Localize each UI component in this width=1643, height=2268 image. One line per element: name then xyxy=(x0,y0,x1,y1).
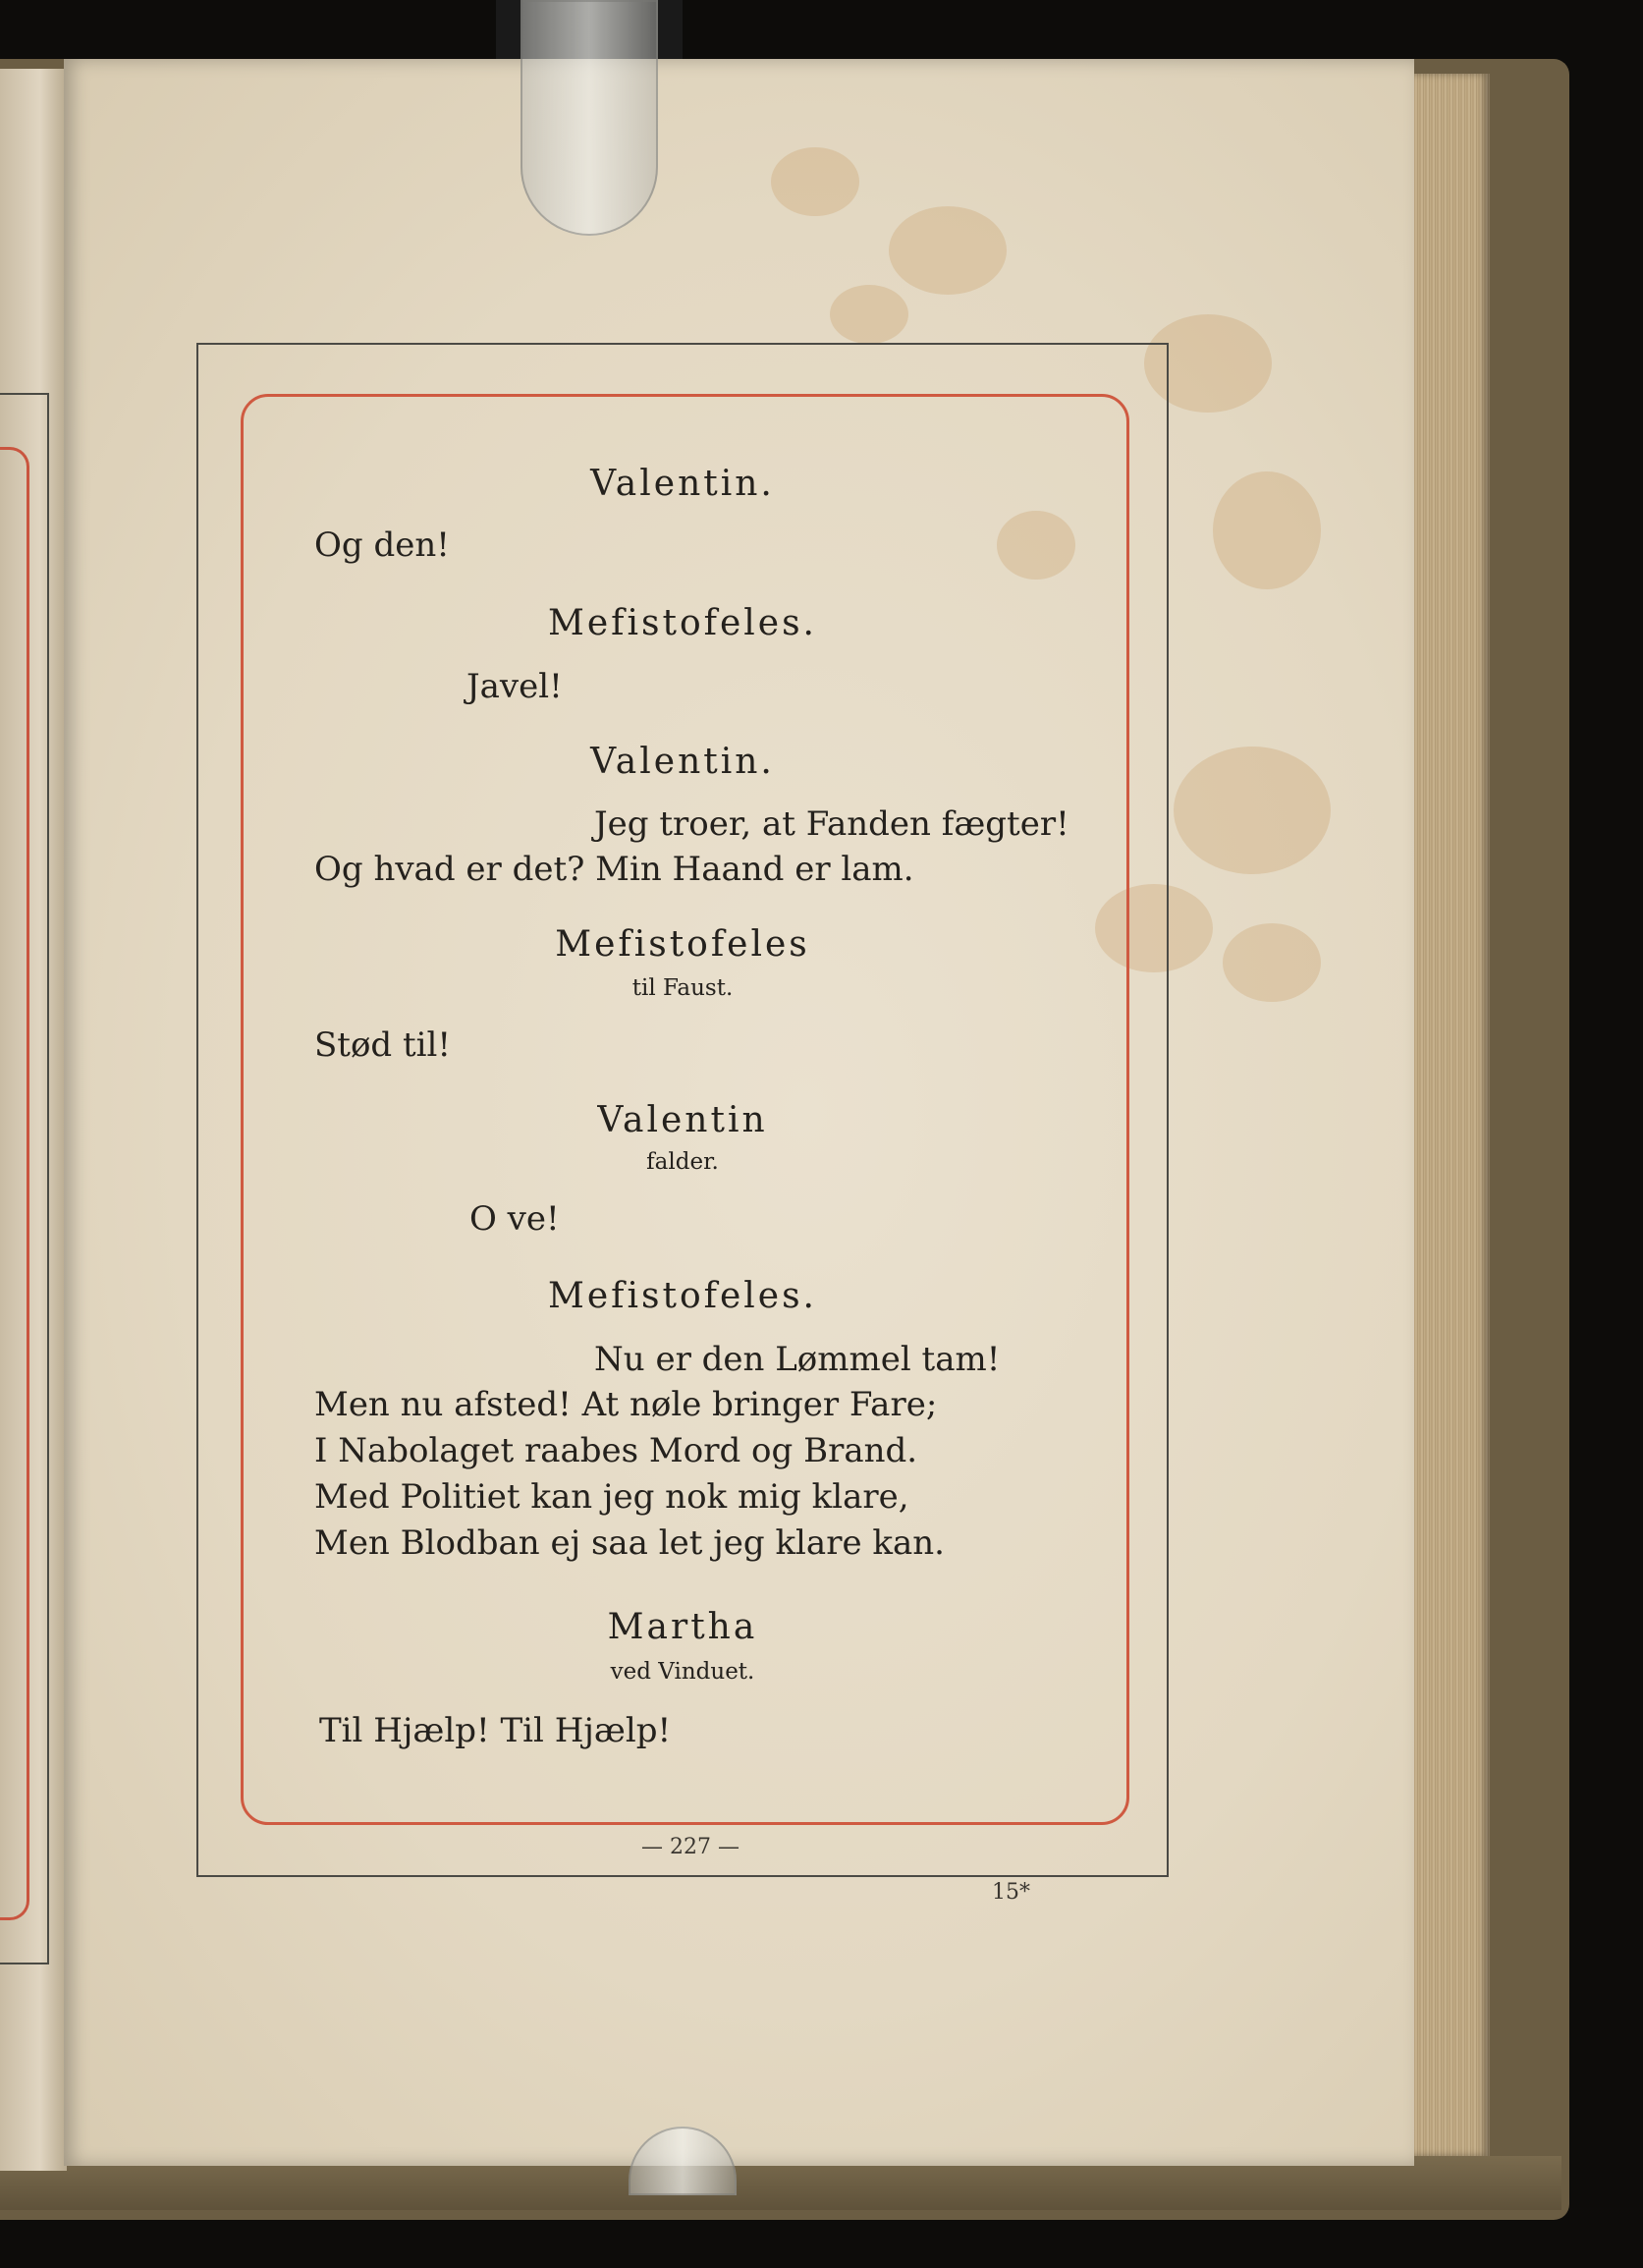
stage-direction: falder. xyxy=(646,1149,719,1175)
left-page-edge xyxy=(0,69,67,2171)
verse-line: Nu er den Lømmel tam! xyxy=(594,1340,1001,1379)
foxing-spot xyxy=(889,206,1007,295)
left-page-red-frame xyxy=(0,447,29,1920)
verse-line: Men nu afsted! At nøle bringer Fare; xyxy=(314,1385,938,1424)
verse-line: Men Blodban ej saa let jeg klare kan. xyxy=(314,1523,945,1563)
verse-line: Med Politiet kan jeg nok mig klare, xyxy=(314,1477,909,1517)
foxing-spot xyxy=(830,285,908,344)
page-number: — 227 — xyxy=(641,1835,739,1859)
foxing-spot xyxy=(1174,747,1331,874)
verse-line: Jeg troer, at Fanden fægter! xyxy=(594,804,1069,844)
verse-line: Javel! xyxy=(466,667,563,706)
speaker-name: Valentin. xyxy=(590,464,775,504)
signature-mark: 15* xyxy=(992,1880,1030,1905)
foxing-spot xyxy=(1223,923,1321,1002)
foxing-spot xyxy=(1213,471,1321,589)
speaker-name: Mefistofeles. xyxy=(548,1276,817,1316)
verse-line: Til Hjælp! Til Hjælp! xyxy=(319,1711,672,1750)
speaker-name: Valentin. xyxy=(590,742,775,782)
speaker-name: Mefistofeles xyxy=(555,924,810,965)
speaker-name: Valentin xyxy=(597,1100,768,1140)
stage-direction: ved Vinduet. xyxy=(610,1659,755,1685)
verse-line: Og hvad er det? Min Haand er lam. xyxy=(314,850,914,889)
verse-line: I Nabolaget raabes Mord og Brand. xyxy=(314,1431,918,1470)
foxing-spot xyxy=(771,147,859,216)
page-fore-edge xyxy=(1406,74,1490,2156)
verse-line: O ve! xyxy=(469,1199,560,1239)
speaker-name: Martha xyxy=(607,1607,758,1647)
speaker-name: Mefistofeles. xyxy=(548,603,817,643)
page-clip-top xyxy=(520,0,658,236)
verse-line: Stød til! xyxy=(314,1025,452,1065)
stage-direction: til Faust. xyxy=(631,975,734,1001)
verse-line: Og den! xyxy=(314,526,450,565)
